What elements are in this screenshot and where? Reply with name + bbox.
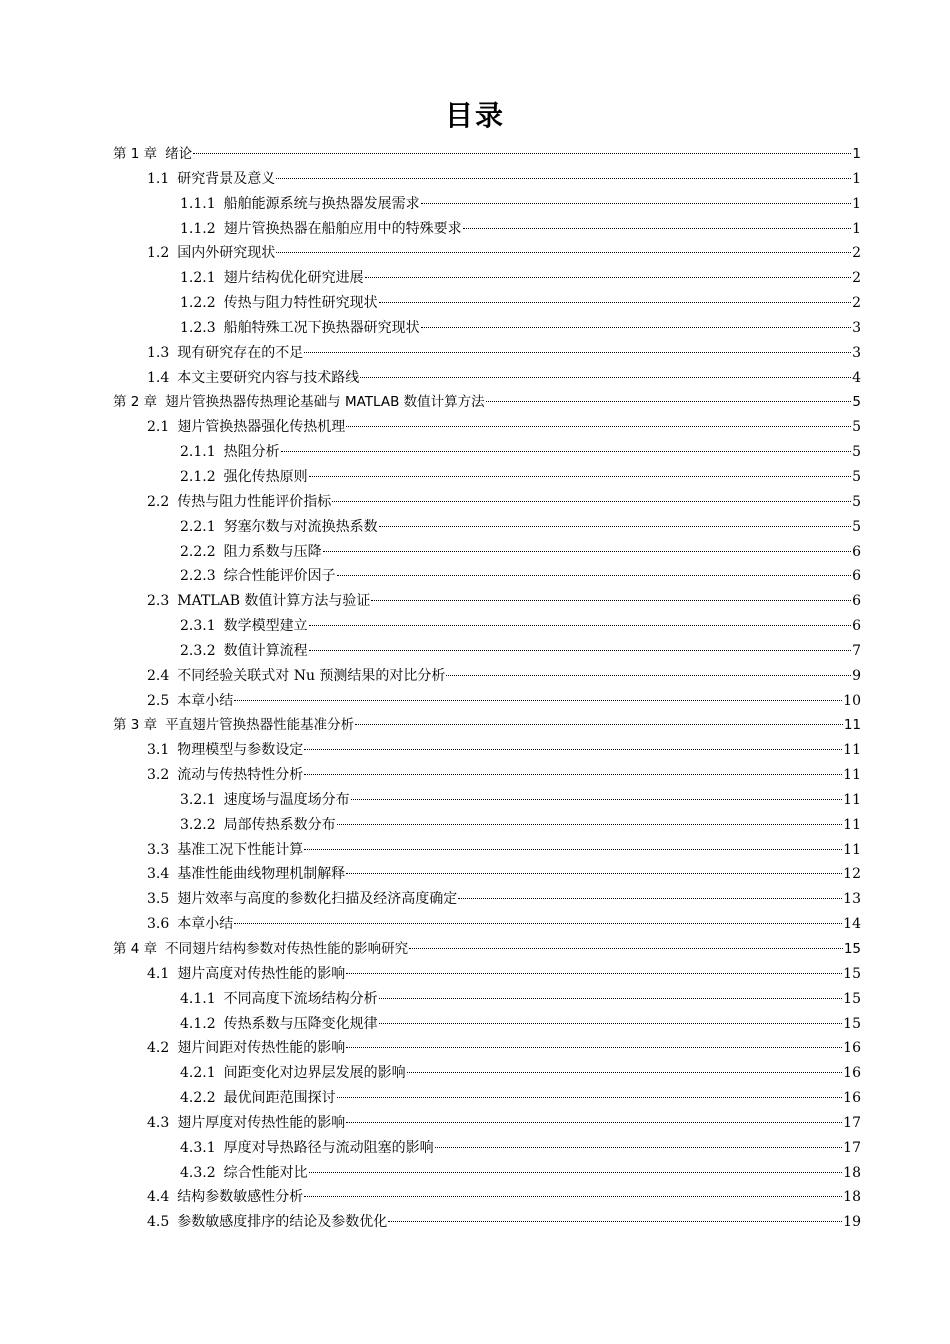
toc-entry-number: 4.1.1 — [180, 990, 216, 1007]
dot-leader — [309, 476, 851, 477]
toc-entry[interactable] — [113, 1086, 861, 1111]
dot-leader — [346, 1122, 842, 1123]
toc-entry-title: 船舶能源系统与换热器发展需求 — [223, 195, 420, 212]
toc-entry-number: 第 2 章 — [113, 394, 158, 411]
toc-entry-number: 2.2.2 — [180, 543, 216, 560]
toc-entry-label — [180, 515, 378, 540]
toc-entry[interactable] — [113, 490, 861, 515]
dot-leader — [409, 948, 843, 949]
table-of-contents — [113, 142, 861, 1235]
toc-entry[interactable] — [113, 192, 861, 217]
dot-leader — [276, 252, 851, 253]
dot-leader — [346, 1047, 842, 1048]
toc-entry-label — [180, 1136, 434, 1161]
toc-entry-title: 本章小结 — [177, 692, 234, 709]
toc-entry-number: 1.1.1 — [180, 195, 216, 212]
toc-entry-title: 研究背景及意义 — [177, 170, 276, 187]
toc-entry-label — [180, 639, 308, 664]
toc-entry-title: 数学模型建立 — [223, 618, 308, 635]
toc-entry-label — [180, 614, 308, 639]
dot-leader — [458, 898, 842, 899]
toc-page-number: 11 — [843, 841, 861, 858]
dot-leader — [332, 501, 851, 502]
toc-entry-number: 3.5 — [147, 891, 170, 908]
toc-entry-title: 热阻分析 — [223, 444, 280, 461]
toc-entry-title: 间距变化对边界层发展的影响 — [223, 1065, 406, 1082]
toc-entry[interactable] — [113, 887, 861, 912]
toc-page-number: 13 — [843, 891, 861, 908]
toc-entry-title: MATLAB 数值计算方法与验证 — [177, 593, 371, 610]
dot-leader — [281, 451, 851, 452]
toc-entry-label — [180, 266, 364, 291]
toc-page-number: 6 — [852, 618, 861, 635]
toc-entry[interactable] — [113, 440, 861, 465]
toc-entry-label — [147, 962, 345, 987]
toc-entry[interactable] — [113, 838, 861, 863]
toc-entry-title: 速度场与温度场分布 — [223, 791, 350, 808]
toc-entry-title: 船舶特殊工况下换热器研究现状 — [223, 319, 420, 336]
dot-leader — [407, 1072, 843, 1073]
toc-page-number: 16 — [843, 1065, 861, 1082]
toc-entry[interactable] — [113, 862, 861, 887]
toc-entry-number: 4.2.2 — [180, 1090, 216, 1107]
toc-entry[interactable] — [113, 1061, 861, 1086]
toc-entry-label — [180, 540, 322, 565]
toc-entry[interactable] — [113, 366, 861, 391]
toc-entry-number: 1.2 — [147, 245, 170, 262]
toc-entry[interactable] — [113, 241, 861, 266]
dot-leader — [346, 426, 851, 427]
toc-page-number: 15 — [843, 965, 861, 982]
toc-page-number: 6 — [852, 543, 861, 560]
toc-entry[interactable] — [113, 689, 861, 714]
dot-leader — [234, 700, 842, 701]
toc-entry-label — [180, 1161, 308, 1186]
toc-entry-number: 3.6 — [147, 916, 170, 933]
toc-entry[interactable] — [113, 540, 861, 565]
toc-entry[interactable] — [113, 788, 861, 813]
toc-entry[interactable] — [113, 1185, 861, 1210]
toc-entry-number: 2.3.2 — [180, 642, 216, 659]
toc-page-number: 1 — [852, 195, 861, 212]
toc-page-number: 19 — [843, 1214, 861, 1231]
toc-page-number: 2 — [852, 245, 861, 262]
dot-leader — [276, 178, 851, 179]
toc-entry-number: 第 1 章 — [113, 146, 158, 162]
toc-entry-title: 本章小结 — [177, 916, 234, 933]
toc-entry[interactable] — [113, 266, 861, 291]
dot-leader — [379, 998, 843, 999]
toc-entry-number: 2.1.2 — [180, 468, 216, 485]
toc-entry-number: 3.1 — [147, 742, 170, 759]
page-title: 目录 — [444, 99, 505, 132]
toc-entry-label — [147, 589, 370, 614]
toc-page-number: 10 — [843, 692, 861, 709]
toc-entry-label — [147, 738, 303, 763]
toc-entry-label — [180, 192, 420, 217]
toc-page-number: 17 — [843, 1139, 861, 1156]
toc-entry-label — [147, 341, 303, 366]
toc-entry-title: 数值计算流程 — [223, 642, 308, 659]
dot-leader — [304, 749, 842, 750]
toc-entry[interactable] — [113, 738, 861, 763]
toc-entry-label — [180, 291, 378, 316]
dot-leader — [323, 551, 851, 552]
toc-entry[interactable] — [113, 614, 861, 639]
toc-page-number: 11 — [843, 791, 861, 808]
toc-entry-number: 4.1.2 — [180, 1015, 216, 1032]
toc-entry-number: 4.2.1 — [180, 1065, 216, 1082]
toc-entry-number: 2.3 — [147, 593, 170, 610]
dot-leader — [379, 302, 851, 303]
toc-entry-label — [147, 1210, 387, 1235]
toc-page-number: 16 — [843, 1040, 861, 1057]
toc-entry-label — [180, 465, 308, 490]
toc-entry-number: 第 3 章 — [113, 717, 158, 734]
toc-entry-title: 本文主要研究内容与技术路线 — [177, 369, 360, 386]
toc-page-number: 11 — [843, 717, 861, 734]
toc-entry-title: 翅片管换热器传热理论基础与 MATLAB 数值计算方法 — [165, 394, 485, 411]
toc-entry-label — [180, 1061, 406, 1086]
toc-entry-title: 平直翅片管换热器性能基准分析 — [165, 717, 355, 734]
toc-entry-label — [180, 564, 336, 589]
toc-entry-label — [180, 1086, 336, 1111]
toc-entry[interactable] — [113, 390, 861, 415]
toc-entry-number: 4.3.1 — [180, 1139, 216, 1156]
toc-entry[interactable] — [113, 142, 861, 167]
toc-entry[interactable] — [113, 316, 861, 341]
dot-leader — [304, 352, 851, 353]
dot-leader — [371, 600, 851, 601]
toc-entry[interactable] — [113, 912, 861, 937]
toc-entry[interactable] — [113, 1136, 861, 1161]
toc-page-number: 6 — [852, 593, 861, 610]
toc-entry-title: 国内外研究现状 — [177, 245, 276, 262]
toc-page-number: 14 — [843, 916, 861, 933]
toc-page-number: 12 — [843, 866, 861, 883]
toc-page-number: 18 — [843, 1164, 861, 1181]
dot-leader — [309, 625, 851, 626]
toc-entry-number: 1.4 — [147, 369, 170, 386]
toc-page-number: 11 — [843, 767, 861, 784]
toc-entry-label — [147, 241, 275, 266]
dot-leader — [435, 1147, 843, 1148]
toc-entry-title: 翅片高度对传热性能的影响 — [177, 965, 346, 982]
toc-entry[interactable] — [113, 589, 861, 614]
toc-entry-number: 第 4 章 — [113, 941, 158, 957]
toc-entry-number: 4.2 — [147, 1040, 170, 1057]
toc-entry-title: 物理模型与参数设定 — [177, 742, 304, 759]
toc-entry-title: 努塞尔数与对流换热系数 — [223, 518, 378, 535]
toc-entry[interactable] — [113, 987, 861, 1012]
toc-entry-number: 3.4 — [147, 866, 170, 883]
toc-entry-title: 参数敏感度排序的结论及参数优化 — [177, 1214, 388, 1231]
dot-leader — [355, 724, 843, 725]
toc-entry-title: 基准性能曲线物理机制解释 — [177, 866, 346, 883]
toc-entry-number: 4.5 — [147, 1214, 170, 1231]
toc-entry-title: 不同翅片结构参数对传热性能的影响研究 — [165, 941, 409, 957]
toc-entry-number: 4.3 — [147, 1114, 170, 1131]
toc-entry-title: 绪论 — [165, 146, 193, 162]
toc-page-number: 5 — [852, 468, 861, 485]
toc-page-number: 3 — [852, 344, 861, 361]
toc-page-number: 11 — [843, 816, 861, 833]
toc-entry[interactable] — [113, 465, 861, 490]
toc-entry-label — [147, 366, 359, 391]
toc-entry-label — [180, 987, 378, 1012]
toc-entry-title: 翅片效率与高度的参数化扫描及经济高度确定 — [177, 891, 458, 908]
toc-entry-title: 最优间距范围探讨 — [223, 1090, 336, 1107]
toc-entry-title: 结构参数敏感性分析 — [177, 1189, 304, 1206]
toc-entry-title: 传热与阻力特性研究现状 — [223, 295, 378, 312]
toc-entry-label — [147, 862, 345, 887]
toc-page-number: 15 — [843, 990, 861, 1007]
toc-entry-label — [147, 887, 457, 912]
toc-entry-label — [180, 440, 280, 465]
dot-leader — [379, 526, 851, 527]
toc-entry[interactable] — [113, 664, 861, 689]
dot-leader — [337, 575, 851, 576]
toc-entry-title: 综合性能对比 — [223, 1164, 308, 1181]
toc-entry-label — [180, 1012, 378, 1037]
dot-leader — [234, 923, 842, 924]
toc-entry-number: 2.4 — [147, 667, 170, 684]
toc-page-number: 3 — [852, 319, 861, 336]
dot-leader — [337, 824, 843, 825]
toc-entry-title: 翅片管换热器在船舶应用中的特殊要求 — [223, 220, 462, 237]
toc-page-number: 2 — [852, 270, 861, 287]
toc-entry-label — [147, 1036, 345, 1061]
toc-entry-title: 翅片厚度对传热性能的影响 — [177, 1114, 346, 1131]
toc-entry-number: 4.3.2 — [180, 1164, 216, 1181]
toc-entry[interactable] — [113, 167, 861, 192]
toc-entry-label — [147, 490, 331, 515]
toc-entry-title: 翅片结构优化研究进展 — [223, 270, 364, 287]
toc-entry-title: 综合性能评价因子 — [223, 568, 336, 585]
toc-entry-number: 2.2.1 — [180, 518, 216, 535]
toc-page-number: 11 — [843, 742, 861, 759]
dot-leader — [421, 327, 851, 328]
toc-entry[interactable] — [113, 515, 861, 540]
toc-entry-label — [147, 689, 233, 714]
toc-entry[interactable] — [113, 639, 861, 664]
toc-entry-number: 3.2 — [147, 767, 170, 784]
toc-entry-number: 1.2.2 — [180, 295, 216, 312]
dot-leader — [346, 873, 842, 874]
toc-entry-title: 翅片间距对传热性能的影响 — [177, 1040, 346, 1057]
dot-leader — [304, 849, 842, 850]
toc-page-number: 1 — [852, 146, 861, 162]
toc-entry-number: 2.5 — [147, 692, 170, 709]
toc-entry-number: 1.2.3 — [180, 319, 216, 336]
toc-page-number: 5 — [852, 419, 861, 436]
toc-entry-label — [147, 167, 275, 192]
toc-page-number: 1 — [852, 220, 861, 237]
toc-entry-label — [147, 1185, 303, 1210]
toc-entry-number: 2.3.1 — [180, 618, 216, 635]
dot-leader — [337, 1097, 843, 1098]
toc-entry-number: 4.4 — [147, 1189, 170, 1206]
dot-leader — [421, 203, 851, 204]
toc-entry-label — [113, 390, 485, 415]
toc-page-number: 18 — [843, 1189, 861, 1206]
toc-entry[interactable] — [113, 813, 861, 838]
dot-leader — [351, 799, 843, 800]
toc-entry-number: 1.2.1 — [180, 270, 216, 287]
toc-entry-label — [180, 316, 420, 341]
dot-leader — [365, 277, 851, 278]
toc-entry-number: 1.1 — [147, 170, 170, 187]
dot-leader — [193, 153, 851, 154]
toc-entry[interactable] — [113, 291, 861, 316]
toc-entry-number: 2.1.1 — [180, 444, 216, 461]
toc-page-number: 2 — [852, 295, 861, 312]
toc-entry[interactable] — [113, 713, 861, 738]
toc-entry-title: 阻力系数与压降 — [223, 543, 322, 560]
toc-entry[interactable] — [113, 1161, 861, 1186]
toc-entry[interactable] — [113, 763, 861, 788]
toc-entry-title: 流动与传热特性分析 — [177, 767, 304, 784]
toc-page-number: 5 — [852, 444, 861, 461]
toc-entry[interactable] — [113, 1210, 861, 1235]
dot-leader — [309, 650, 851, 651]
toc-entry[interactable] — [113, 415, 861, 440]
toc-page-number: 5 — [852, 518, 861, 535]
toc-entry-label — [113, 142, 192, 167]
toc-entry-label — [180, 813, 336, 838]
toc-entry-label — [113, 937, 408, 962]
toc-entry[interactable] — [113, 1012, 861, 1037]
toc-entry-title: 不同高度下流场结构分析 — [223, 990, 378, 1007]
dot-leader — [309, 1172, 843, 1173]
toc-entry-number: 2.1 — [147, 419, 170, 436]
toc-entry-number: 2.2.3 — [180, 568, 216, 585]
toc-page-number: 15 — [843, 1015, 861, 1032]
toc-entry-label — [180, 788, 350, 813]
toc-page-number: 4 — [852, 369, 861, 386]
toc-entry-number: 4.1 — [147, 965, 170, 982]
dot-leader — [463, 228, 851, 229]
toc-entry-title: 局部传热系数分布 — [223, 816, 336, 833]
toc-entry-title: 不同经验关联式对 Nu 预测结果的对比分析 — [177, 667, 446, 684]
toc-entry-number: 3.2.1 — [180, 791, 216, 808]
toc-entry-number: 1.1.2 — [180, 220, 216, 237]
toc-entry-label — [113, 713, 354, 738]
toc-entry[interactable] — [113, 937, 861, 962]
toc-entry-label — [147, 838, 303, 863]
toc-page-number: 6 — [852, 568, 861, 585]
dot-leader — [446, 675, 851, 676]
toc-entry[interactable] — [113, 341, 861, 366]
toc-entry-label — [147, 1111, 345, 1136]
toc-entry-number: 1.3 — [147, 344, 170, 361]
toc-entry-number: 3.3 — [147, 841, 170, 858]
toc-entry-label — [180, 217, 462, 242]
toc-entry-title: 传热系数与压降变化规律 — [223, 1015, 378, 1032]
dot-leader — [388, 1221, 842, 1222]
toc-entry-title: 现有研究存在的不足 — [177, 344, 304, 361]
toc-entry[interactable] — [113, 962, 861, 987]
toc-entry-number: 3.2.2 — [180, 816, 216, 833]
toc-entry-number: 2.2 — [147, 493, 170, 510]
toc-page-number: 5 — [852, 394, 861, 411]
toc-page-number: 5 — [852, 493, 861, 510]
toc-page-number: 15 — [843, 941, 861, 957]
toc-page-number: 9 — [852, 667, 861, 684]
toc-entry-label — [147, 912, 233, 937]
toc-page-number: 17 — [843, 1114, 861, 1131]
toc-entry-title: 强化传热原则 — [223, 468, 308, 485]
toc-page-number: 16 — [843, 1090, 861, 1107]
toc-entry-title: 基准工况下性能计算 — [177, 841, 304, 858]
toc-entry-label — [147, 763, 303, 788]
dot-leader — [304, 774, 842, 775]
toc-entry-title: 传热与阻力性能评价指标 — [177, 493, 332, 510]
toc-page-number: 1 — [852, 170, 861, 187]
dot-leader — [486, 401, 852, 402]
dot-leader — [346, 973, 842, 974]
toc-entry-title: 翅片管换热器强化传热机理 — [177, 419, 346, 436]
toc-entry-label — [147, 415, 345, 440]
toc-entry[interactable] — [113, 1036, 861, 1061]
dot-leader — [360, 377, 851, 378]
dot-leader — [304, 1196, 842, 1197]
dot-leader — [379, 1023, 843, 1024]
toc-entry-label — [147, 664, 445, 689]
toc-entry[interactable] — [113, 564, 861, 589]
toc-entry[interactable] — [113, 1111, 861, 1136]
toc-entry-title: 厚度对导热路径与流动阻塞的影响 — [223, 1139, 434, 1156]
toc-entry[interactable] — [113, 217, 861, 242]
toc-page-number: 7 — [852, 642, 861, 659]
